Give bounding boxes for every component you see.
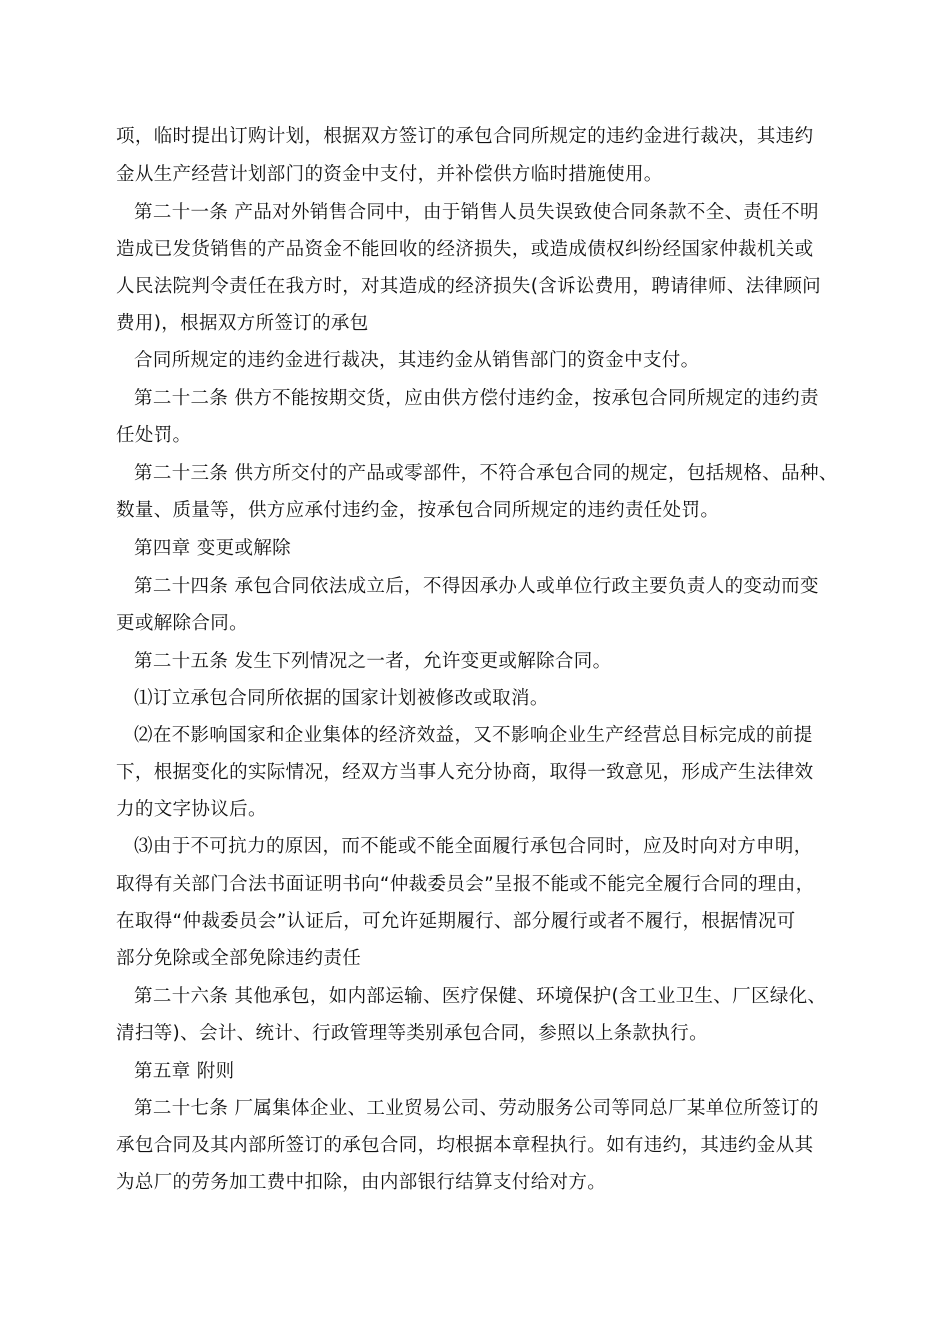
text-line: 更或解除合同。: [116, 613, 248, 634]
list-item: ⑵在不影响国家和企业集体的经济效益，又不影响企业生产经营总目标完成的前提: [134, 725, 813, 746]
text-line: 取得有关部门合法书面证明书向“仲裁委员会”呈报不能或不能完全履行合同的理由，: [116, 874, 815, 895]
text-line: 第二十三条 供方所交付的产品或零部件，不符合承包合同的规定，包括规格、品种、: [134, 463, 838, 484]
list-item: ⑴订立承包合同所依据的国家计划被修改或取消。: [134, 688, 549, 709]
text-line: 金从生产经营计划部门的资金中支付，并补偿供方临时措施使用。: [116, 164, 663, 185]
text-line: 力的文字协议后。: [116, 799, 267, 820]
text-line: 项，临时提出订购计划，根据双方签订的承包合同所规定的违约金进行裁决，其违约: [116, 126, 814, 147]
text-line: 下，根据变化的实际情况，经双方当事人充分协商，取得一致意见，形成产生法律效: [116, 762, 814, 783]
text-line: 为总厂的劳务加工费中扣除，由内部银行结算支付给对方。: [116, 1172, 607, 1193]
text-line: 费用)，根据双方所签订的承包: [116, 313, 369, 334]
text-line: 第二十四条 承包合同依法成立后，不得因承办人或单位行政主要负责人的变动而变: [134, 576, 819, 597]
text-line: 造成已发货销售的产品资金不能回收的经济损失，或造成债权纠纷经国家仲裁机关或: [116, 239, 814, 260]
list-item: ⑶由于不可抗力的原因，而不能或不能全面履行承包合同时，应及时向对方申明，: [134, 836, 813, 857]
text-line: 第二十一条 产品对外销售合同中，由于销售人员失误致使合同条款不全、责任不明: [134, 202, 819, 223]
text-line: 在取得“仲裁委员会”认证后，可允许延期履行、部分履行或者不履行，根据情况可: [116, 911, 796, 932]
chapter-heading: 第五章 附则: [134, 1061, 235, 1082]
text-line: 任处罚。: [116, 425, 192, 446]
text-line: 部分免除或全部免除违约责任: [116, 948, 362, 969]
text-line: 清扫等)、会计、统计、行政管理等类别承包合同，参照以上条款执行。: [116, 1023, 708, 1044]
chapter-heading: 第四章 变更或解除: [134, 538, 292, 559]
text-line: 数量、质量等，供方应承付违约金，按承包合同所规定的违约责任处罚。: [116, 500, 720, 521]
text-line: 承包合同及其内部所签订的承包合同，均根据本章程执行。如有违约，其违约金从其: [116, 1135, 814, 1156]
text-line: 第二十七条 厂属集体企业、工业贸易公司、劳动服务公司等同总厂某单位所签订的: [134, 1098, 819, 1119]
text-line: 第二十五条 发生下列情况之一者，允许变更或解除合同。: [134, 651, 612, 672]
text-line: 合同所规定的违约金进行裁决，其违约金从销售部门的资金中支付。: [134, 350, 700, 371]
text-line: 第二十二条 供方不能按期交货，应由供方偿付违约金，按承包合同所规定的违约责: [134, 388, 819, 409]
text-line: 人民法院判令责任在我方时，对其造成的经济损失(含诉讼费用，聘请律师、法律顾问: [116, 276, 822, 297]
text-line: 第二十六条 其他承包，如内部运输、医疗保健、环境保护(含工业卫生、厂区绿化、: [134, 986, 827, 1007]
